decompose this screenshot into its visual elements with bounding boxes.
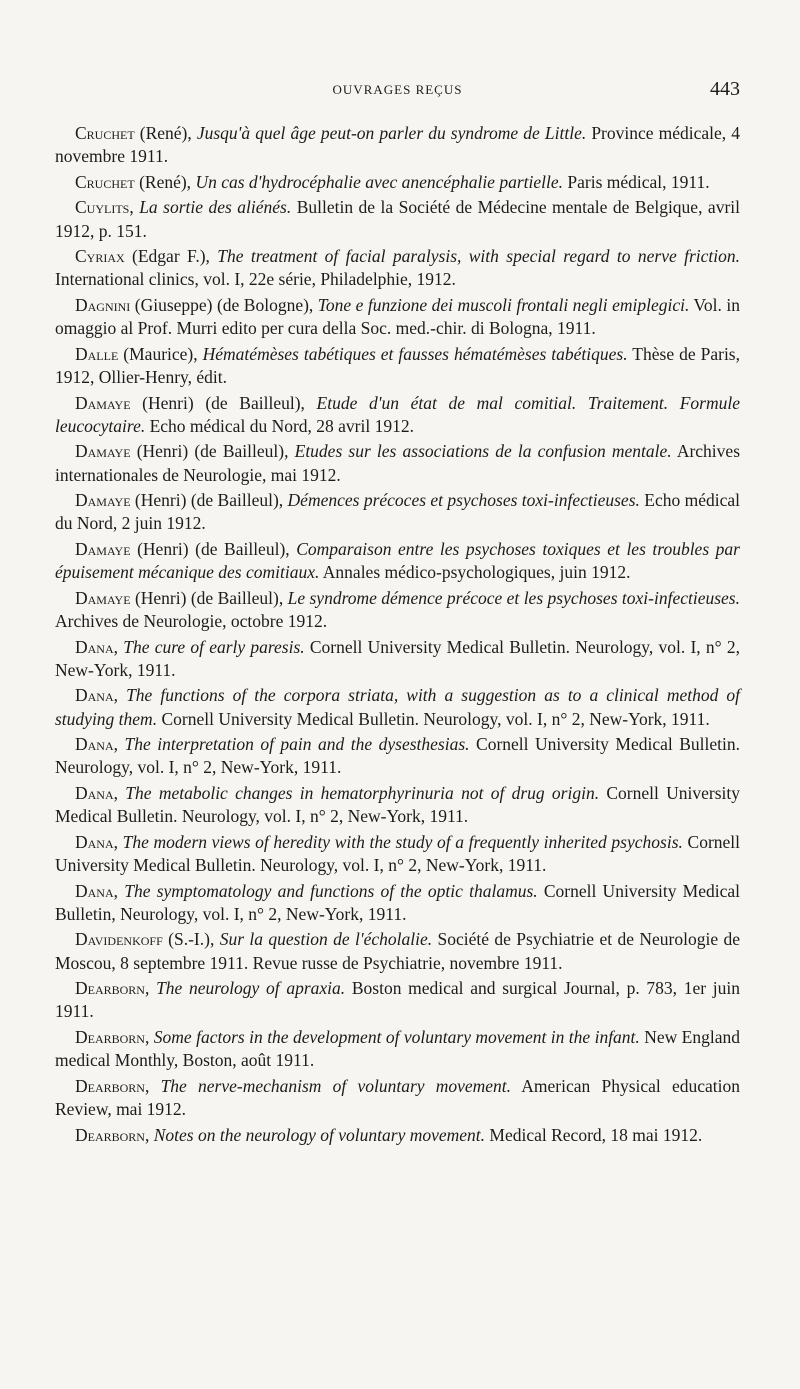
entry-author-detail: , xyxy=(113,831,123,852)
bibliography-entry xyxy=(55,1124,740,1147)
entry-title: The functions of the corpora striata, with a suggestion as to a clinical method of studying them. xyxy=(55,685,741,729)
entry-source: Paris médical, 1911. xyxy=(563,171,710,192)
entry-title: Tone e funzione dei muscoli frontali negli emiplegici. xyxy=(317,294,690,315)
entry-author-detail: , xyxy=(144,978,157,999)
bibliography-entry xyxy=(55,684,740,730)
running-header xyxy=(55,78,740,108)
entry-title: Le syndrome démence précoce et les psychoses toxi-infectieuses. xyxy=(287,587,740,608)
entry-author-detail: , xyxy=(113,782,126,803)
entry-title: Notes on the neurology of voluntary movement. xyxy=(153,1124,486,1145)
entry-author-detail: , xyxy=(113,685,127,706)
entry-source: Cornell University Medical Bulletin. Neurology, vol. I, n° 2, New-York, 1911. xyxy=(55,734,740,778)
entry-source: Echo médical du Nord, 28 avril 1912. xyxy=(145,415,414,436)
entry-author: Cyriax xyxy=(75,246,125,267)
entry-source: Société de Psychiatrie et de Neurologie de Moscou, 8 septembre 1911. Revue russe de Psychiatrie, novembre 1911. xyxy=(55,929,740,973)
entry-title: The symptomatology and functions of the optic thalamus. xyxy=(124,880,538,901)
entry-author: Dana xyxy=(75,880,114,901)
entry-author-detail: (René), xyxy=(134,171,196,192)
entry-author: Damaye xyxy=(75,490,131,511)
entry-title: The neurology of apraxia. xyxy=(156,978,346,999)
entry-author-detail: (Henri) (de Bailleul), xyxy=(130,538,297,559)
bibliography-entry xyxy=(55,1026,740,1072)
entry-title: Comparaison entre les psychoses toxiques et les troubles par épuisement mécanique des comitiaux. xyxy=(55,538,740,583)
entry-title: The cure of early paresis. xyxy=(123,636,305,657)
entry-author-detail: , xyxy=(144,1026,154,1047)
entry-author: Dana xyxy=(75,636,114,657)
entry-author: Dana xyxy=(75,685,114,706)
entry-source: Boston medical and surgical Journal, p. 783, 1er juin 1911. xyxy=(55,978,741,1022)
bibliography-entry xyxy=(55,928,740,974)
entry-title: Sur la question de l'écholalie. xyxy=(219,929,433,950)
entry-title: Etude d'un état de mal comitial. Traitement. Formule leucocytaire. xyxy=(55,392,741,436)
entry-author-detail: , xyxy=(113,880,125,901)
entry-author: Dagnini xyxy=(75,294,131,315)
entry-author-detail: (S.-I.), xyxy=(162,929,220,950)
entry-author: Cuylits xyxy=(75,197,130,218)
entry-source: Cornell University Medical Bulletin. Neurology, vol. I, n° 2, New-York, 1911. xyxy=(55,831,741,875)
entry-author: Davidenkoff xyxy=(75,929,163,950)
entry-author: Dearborn xyxy=(75,1075,145,1096)
entry-title: Some factors in the development of voluntary movement in the infant. xyxy=(153,1026,640,1047)
entry-author-detail: , xyxy=(144,1075,161,1096)
bibliography-entry xyxy=(55,392,740,438)
entry-source: Province médicale, 4 novembre 1911. xyxy=(55,123,740,167)
entry-source: American Physical education Review, mai 1912. xyxy=(55,1075,741,1119)
entry-source: Cornell University Medical Bulletin, Neurology, vol. I, n° 2, New-York, 1911. xyxy=(55,880,740,924)
running-title: OUVRAGES REÇUS xyxy=(332,82,463,97)
entry-author: Dalle xyxy=(75,343,119,364)
entry-source: Archives de Neurologie, octobre 1912. xyxy=(55,610,328,631)
bibliography-entry xyxy=(55,122,740,168)
entry-title: The interpretation of pain and the dysesthesias. xyxy=(124,734,470,755)
entry-source: Echo médical du Nord, 2 juin 1912. xyxy=(55,490,740,534)
bibliography-entry xyxy=(55,538,740,584)
entry-source: Medical Record, 18 mai 1912. xyxy=(485,1124,703,1145)
entry-author: Cruchet xyxy=(75,171,135,192)
entry-author-detail: (Maurice), xyxy=(118,343,203,364)
entry-author: Damaye xyxy=(75,392,131,413)
bibliography-entry xyxy=(55,977,740,1023)
entry-author: Dana xyxy=(75,831,114,852)
entry-author-detail: , xyxy=(113,734,125,755)
bibliography-entry xyxy=(55,587,740,633)
bibliography-entry xyxy=(55,733,740,779)
entry-author: Damaye xyxy=(75,587,131,608)
entry-source: Cornell University Medical Bulletin. Neurology, vol. I, n° 2, New-York, 1911. xyxy=(55,636,740,680)
entry-title: The treatment of facial paralysis, with special regard to nerve friction. xyxy=(217,246,740,267)
bibliography-entry xyxy=(55,294,740,340)
entry-author: Damaye xyxy=(75,538,131,559)
entry-source: International clinics, vol. I, 22e série, Philadelphie, 1912. xyxy=(55,269,456,290)
bibliography-entry xyxy=(55,831,740,877)
entry-title: Jusqu'à quel âge peut-on parler du syndrome de Little. xyxy=(196,123,587,143)
entry-source: Vol. in omaggio al Prof. Murri edito per cura della Soc. med.-chir. di Bologna, 1911. xyxy=(55,294,740,339)
entry-author: Cruchet xyxy=(75,123,135,143)
entry-author-detail: (René), xyxy=(134,123,197,143)
bibliography-entry xyxy=(55,343,740,389)
entry-title: Un cas d'hydrocéphalie avec anencéphalie partielle. xyxy=(195,171,563,192)
entry-title: The nerve-mechanism of voluntary movement. xyxy=(160,1075,512,1096)
entry-source: New England medical Monthly, Boston, août 1911. xyxy=(55,1026,741,1071)
entry-author-detail: (Giuseppe) (de Bologne), xyxy=(130,294,318,315)
entry-title: La sortie des aliénés. xyxy=(139,197,292,218)
entry-source: Archives internationales de Neurologie, mai 1912. xyxy=(55,441,741,485)
page-number: 443 xyxy=(710,78,740,100)
bibliography-entry xyxy=(55,245,740,291)
entry-title: The modern views of heredity with the study of a frequently inherited psychosis. xyxy=(122,831,683,852)
entry-title: Etudes sur les associations de la confusion mentale. xyxy=(294,441,672,462)
entry-author-detail: (Edgar F.), xyxy=(124,246,218,267)
entry-author: Dearborn xyxy=(75,1124,145,1145)
entry-source: Annales médico-psychologiques, juin 1912. xyxy=(319,562,631,583)
entry-source: Thèse de Paris, 1912, Ollier-Henry, édit. xyxy=(55,343,740,387)
entry-author-detail: , xyxy=(129,197,140,218)
entry-author: Dearborn xyxy=(75,978,145,999)
bibliography-list xyxy=(55,122,740,1147)
entry-source: Bulletin de la Société de Médecine mentale de Belgique, avril 1912, p. 151. xyxy=(55,197,740,241)
entry-title: Démences précoces et psychoses toxi-infectieuses. xyxy=(287,490,640,511)
entry-author: Dearborn xyxy=(75,1026,145,1047)
entry-author: Dana xyxy=(75,734,114,755)
entry-author-detail: (Henri) (de Bailleul), xyxy=(130,392,317,413)
entry-author-detail: (Henri) (de Bailleul), xyxy=(130,587,288,608)
entry-author-detail: (Henri) (de Bailleul), xyxy=(130,441,295,462)
bibliography-entry xyxy=(55,880,740,926)
entry-author-detail: (Henri) (de Bailleul), xyxy=(130,490,288,511)
entry-author-detail: , xyxy=(144,1124,154,1145)
entry-title: Hématémèses tabétiques et fausses hématémèses tabétiques. xyxy=(202,343,628,364)
entry-author: Damaye xyxy=(75,441,131,462)
bibliography-entry xyxy=(55,196,740,242)
bibliography-entry xyxy=(55,440,740,486)
bibliography-entry xyxy=(55,489,740,535)
entry-author: Dana xyxy=(75,782,114,803)
entry-source: Cornell University Medical Bulletin. Neurology, vol. I, n° 2, New-York, 1911. xyxy=(157,708,710,729)
bibliography-entry xyxy=(55,782,740,828)
entry-author-detail: , xyxy=(113,636,124,657)
bibliography-entry xyxy=(55,636,740,682)
bibliography-entry xyxy=(55,1075,740,1121)
bibliography-entry xyxy=(55,171,740,194)
entry-source: Cornell University Medical Bulletin. Neurology, vol. I, n° 2, New-York, 1911. xyxy=(55,782,740,827)
entry-title: The metabolic changes in hematorphyrinuria not of drug origin. xyxy=(125,782,600,803)
book-page xyxy=(55,78,740,1149)
